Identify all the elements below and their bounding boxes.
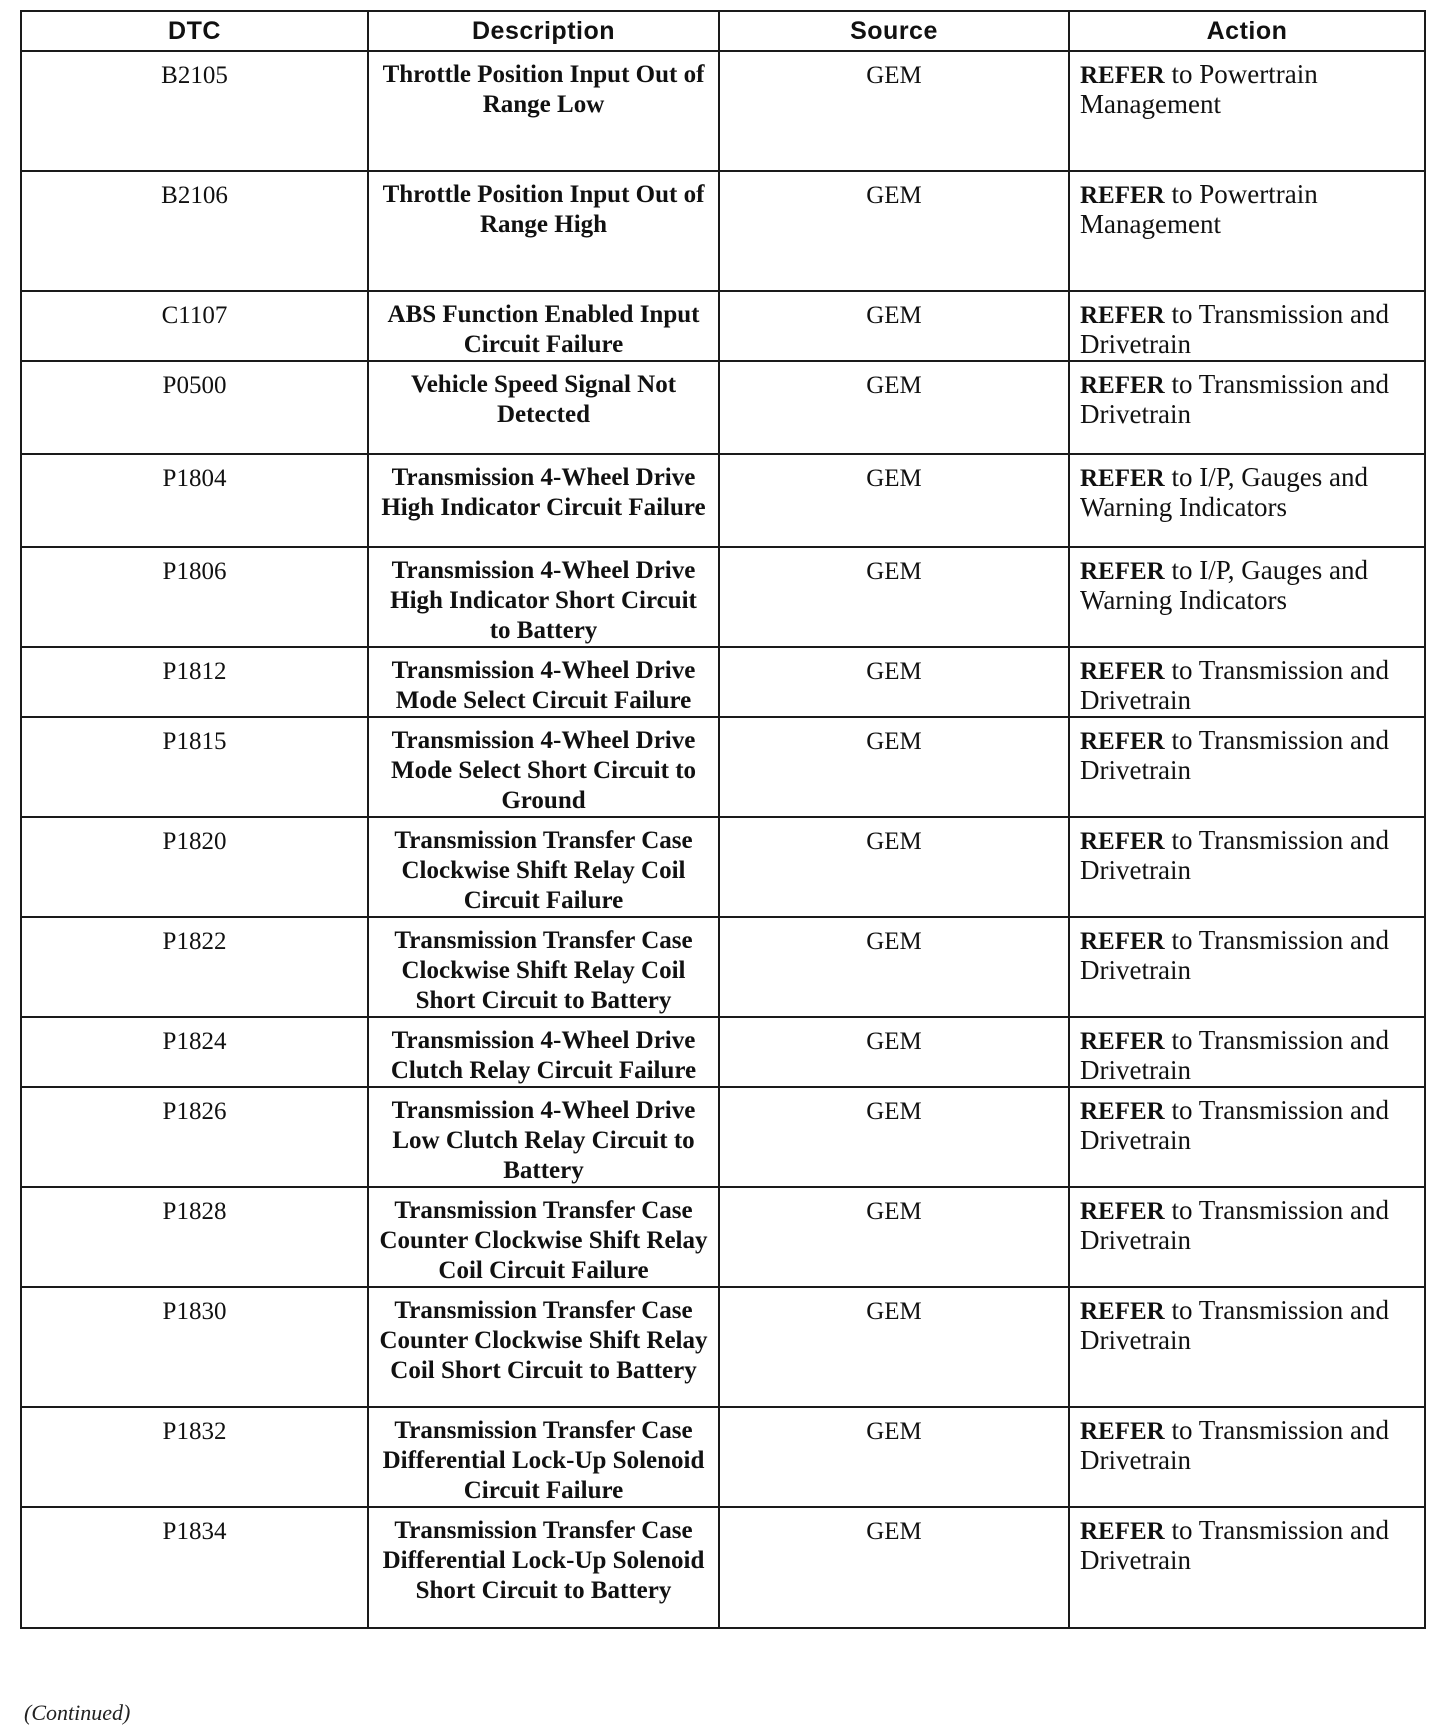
dtc-description-cell <box>368 817 719 917</box>
dtc-description-cell <box>368 1287 719 1407</box>
action-text: to Transmission and Drivetrain <box>1080 1415 1390 1475</box>
dtc-action-cell <box>1069 1017 1425 1087</box>
dtc-source: GEM <box>866 1198 922 1225</box>
table-row <box>21 454 1425 547</box>
dtc-code: P1812 <box>162 658 227 685</box>
table-row <box>21 817 1425 917</box>
dtc-action <box>1070 1088 1424 1154</box>
dtc-action <box>1070 918 1424 984</box>
action-keyword: REFER <box>1080 828 1165 855</box>
action-keyword: REFER <box>1080 1028 1165 1055</box>
action-keyword: REFER <box>1080 1518 1165 1545</box>
dtc-source: GEM <box>866 465 922 492</box>
dtc-source: GEM <box>866 62 922 89</box>
dtc-action <box>1070 362 1424 428</box>
dtc-action-cell <box>1069 547 1425 647</box>
header-action: Action <box>1069 11 1425 51</box>
dtc-description: Transmission 4-Wheel Drive Clutch Relay Circuit Failure <box>390 1027 697 1084</box>
dtc-source: GEM <box>866 302 922 329</box>
dtc-code: P1824 <box>162 1028 227 1055</box>
dtc-code: P1822 <box>162 928 227 955</box>
dtc-description-cell <box>368 1017 719 1087</box>
header-row <box>21 11 1425 51</box>
action-keyword: REFER <box>1080 558 1165 585</box>
dtc-description: Throttle Position Input Out of Range High <box>382 181 705 238</box>
action-text: to Transmission and Drivetrain <box>1080 369 1390 429</box>
dtc-action <box>1070 818 1424 884</box>
dtc-source: GEM <box>866 928 922 955</box>
table-row <box>21 1087 1425 1187</box>
dtc-source-cell <box>719 51 1069 171</box>
dtc-source: GEM <box>866 1028 922 1055</box>
action-keyword: REFER <box>1080 465 1165 492</box>
action-text: to Transmission and Drivetrain <box>1080 1195 1390 1255</box>
dtc-code: P1828 <box>162 1198 227 1225</box>
dtc-action-cell <box>1069 717 1425 817</box>
dtc-source: GEM <box>866 1418 922 1445</box>
dtc-action <box>1070 548 1424 614</box>
table-row <box>21 717 1425 817</box>
dtc-source-cell <box>719 1087 1069 1187</box>
dtc-code-cell <box>21 1407 368 1507</box>
table-row <box>21 171 1425 291</box>
dtc-code: B2105 <box>161 62 228 89</box>
action-text: to Transmission and Drivetrain <box>1080 1095 1390 1155</box>
dtc-table <box>20 10 1426 1629</box>
action-text: to Transmission and Drivetrain <box>1080 825 1390 885</box>
action-keyword: REFER <box>1080 1098 1165 1125</box>
header-description: Description <box>368 11 719 51</box>
table-row <box>21 291 1425 361</box>
dtc-action <box>1070 52 1424 118</box>
dtc-description-cell <box>368 454 719 547</box>
action-text: to I/P, Gauges and Warning Indicators <box>1080 555 1368 615</box>
table-row <box>21 51 1425 171</box>
dtc-description-cell <box>368 1187 719 1287</box>
dtc-action-cell <box>1069 647 1425 717</box>
action-keyword: REFER <box>1080 302 1165 329</box>
action-text: to Transmission and Drivetrain <box>1080 925 1390 985</box>
action-keyword: REFER <box>1080 372 1165 399</box>
dtc-action <box>1070 1188 1424 1254</box>
dtc-code: P1834 <box>162 1518 227 1545</box>
dtc-source-cell <box>719 1187 1069 1287</box>
dtc-action <box>1070 1508 1424 1574</box>
dtc-description: Transmission Transfer Case Differential Lock-Up Solenoid Short Circuit to Battery <box>382 1517 705 1604</box>
table-row <box>21 1017 1425 1087</box>
dtc-source: GEM <box>866 1518 922 1545</box>
dtc-source-cell <box>719 717 1069 817</box>
dtc-source-cell <box>719 1287 1069 1407</box>
table-row <box>21 1287 1425 1407</box>
action-keyword: REFER <box>1080 728 1165 755</box>
dtc-description-cell <box>368 547 719 647</box>
dtc-action-cell <box>1069 454 1425 547</box>
dtc-description: Transmission Transfer Case Differential Lock-Up Solenoid Circuit Failure <box>382 1417 705 1504</box>
dtc-source: GEM <box>866 828 922 855</box>
dtc-description: Transmission 4-Wheel Drive Low Clutch Relay Circuit to Battery <box>391 1097 696 1184</box>
table-row <box>21 547 1425 647</box>
dtc-action <box>1070 1408 1424 1474</box>
dtc-source-cell <box>719 361 1069 454</box>
dtc-source: GEM <box>866 1098 922 1125</box>
table-row <box>21 361 1425 454</box>
dtc-action-cell <box>1069 817 1425 917</box>
dtc-action <box>1070 718 1424 784</box>
action-text: to Transmission and Drivetrain <box>1080 1295 1390 1355</box>
dtc-description: Transmission 4-Wheel Drive Mode Select Circuit Failure <box>391 657 696 714</box>
dtc-description: Throttle Position Input Out of Range Low <box>382 61 705 118</box>
dtc-code-cell <box>21 717 368 817</box>
dtc-description-cell <box>368 1507 719 1628</box>
dtc-code: P1832 <box>162 1418 227 1445</box>
dtc-description-cell <box>368 647 719 717</box>
dtc-source: GEM <box>866 1298 922 1325</box>
table-row <box>21 1187 1425 1287</box>
dtc-code-cell <box>21 1017 368 1087</box>
dtc-action <box>1070 172 1424 238</box>
dtc-code: P1804 <box>162 465 227 492</box>
dtc-source-cell <box>719 291 1069 361</box>
dtc-description: Transmission Transfer Case Counter Clockwise Shift Relay Coil Circuit Failure <box>379 1197 708 1284</box>
dtc-action <box>1070 455 1424 521</box>
continued-note: (Continued) <box>24 1700 131 1725</box>
header-dtc: DTC <box>21 11 368 51</box>
dtc-description-cell <box>368 1407 719 1507</box>
dtc-description-cell <box>368 171 719 291</box>
action-text: to Transmission and Drivetrain <box>1080 655 1390 715</box>
action-keyword: REFER <box>1080 62 1165 89</box>
action-keyword: REFER <box>1080 928 1165 955</box>
dtc-code: C1107 <box>161 302 228 329</box>
action-keyword: REFER <box>1080 1198 1165 1225</box>
dtc-description-cell <box>368 917 719 1017</box>
dtc-action-cell <box>1069 1187 1425 1287</box>
dtc-description-cell <box>368 717 719 817</box>
dtc-description-cell <box>368 361 719 454</box>
action-text: to Powertrain Management <box>1080 59 1318 119</box>
dtc-source-cell <box>719 547 1069 647</box>
dtc-action-cell <box>1069 291 1425 361</box>
dtc-source-cell <box>719 454 1069 547</box>
dtc-code: P1815 <box>162 728 227 755</box>
action-text: to Transmission and Drivetrain <box>1080 1515 1390 1575</box>
dtc-source-cell <box>719 1407 1069 1507</box>
dtc-description: ABS Function Enabled Input Circuit Failure <box>387 301 700 358</box>
dtc-action-cell <box>1069 1087 1425 1187</box>
action-text: to Transmission and Drivetrain <box>1080 725 1390 785</box>
dtc-code-cell <box>21 361 368 454</box>
dtc-code-cell <box>21 1087 368 1187</box>
dtc-action-cell <box>1069 51 1425 171</box>
dtc-code: P1806 <box>162 558 227 585</box>
dtc-description-cell <box>368 291 719 361</box>
dtc-code-cell <box>21 454 368 547</box>
dtc-source-cell <box>719 817 1069 917</box>
dtc-action-cell <box>1069 1507 1425 1628</box>
dtc-action-cell <box>1069 1287 1425 1407</box>
dtc-action <box>1070 1288 1424 1354</box>
dtc-source: GEM <box>866 372 922 399</box>
dtc-code-cell <box>21 1507 368 1628</box>
dtc-code-cell <box>21 291 368 361</box>
action-keyword: REFER <box>1080 182 1165 209</box>
dtc-code-cell <box>21 817 368 917</box>
dtc-code: P0500 <box>162 372 227 399</box>
action-text: to Powertrain Management <box>1080 179 1318 239</box>
dtc-action-cell <box>1069 917 1425 1017</box>
dtc-description-cell <box>368 1087 719 1187</box>
dtc-description: Transmission 4-Wheel Drive Mode Select Short Circuit to Ground <box>390 727 697 814</box>
dtc-description: Vehicle Speed Signal Not Detected <box>410 371 677 428</box>
dtc-source-cell <box>719 1017 1069 1087</box>
dtc-code-cell <box>21 51 368 171</box>
dtc-source-cell <box>719 917 1069 1017</box>
action-text: to Transmission and Drivetrain <box>1080 1025 1390 1085</box>
dtc-action-cell <box>1069 361 1425 454</box>
dtc-action-cell <box>1069 171 1425 291</box>
dtc-source-cell <box>719 171 1069 291</box>
dtc-description: Transmission 4-Wheel Drive High Indicator Short Circuit to Battery <box>390 557 697 644</box>
table-row <box>21 1507 1425 1628</box>
dtc-description: Transmission 4-Wheel Drive High Indicator Circuit Failure <box>381 464 706 521</box>
table-row <box>21 1407 1425 1507</box>
dtc-source-cell <box>719 1507 1069 1628</box>
dtc-action <box>1070 292 1424 358</box>
dtc-code-cell <box>21 917 368 1017</box>
dtc-code: P1826 <box>162 1098 227 1125</box>
table-row <box>21 917 1425 1017</box>
action-keyword: REFER <box>1080 1418 1165 1445</box>
dtc-description: Transmission Transfer Case Counter Clockwise Shift Relay Coil Short Circuit to Battery <box>379 1297 708 1384</box>
dtc-description: Transmission Transfer Case Clockwise Shift Relay Coil Circuit Failure <box>394 827 693 914</box>
action-keyword: REFER <box>1080 658 1165 685</box>
dtc-action <box>1070 648 1424 714</box>
dtc-code-cell <box>21 1287 368 1407</box>
dtc-description: Transmission Transfer Case Clockwise Shift Relay Coil Short Circuit to Battery <box>394 927 693 1014</box>
dtc-code-cell <box>21 547 368 647</box>
table-row <box>21 647 1425 717</box>
table-body <box>21 51 1425 1628</box>
dtc-code-cell <box>21 171 368 291</box>
dtc-code-cell <box>21 1187 368 1287</box>
dtc-description-cell <box>368 51 719 171</box>
action-text: to Transmission and Drivetrain <box>1080 299 1390 359</box>
dtc-code-cell <box>21 647 368 717</box>
dtc-action <box>1070 1018 1424 1084</box>
dtc-code: P1820 <box>162 828 227 855</box>
dtc-source: GEM <box>866 728 922 755</box>
action-text: to I/P, Gauges and Warning Indicators <box>1080 462 1368 522</box>
header-source: Source <box>719 11 1069 51</box>
dtc-code: P1830 <box>162 1298 227 1325</box>
action-keyword: REFER <box>1080 1298 1165 1325</box>
dtc-source: GEM <box>866 558 922 585</box>
table-header <box>21 11 1425 51</box>
dtc-code: B2106 <box>161 182 228 209</box>
dtc-source: GEM <box>866 182 922 209</box>
dtc-source-cell <box>719 647 1069 717</box>
dtc-source: GEM <box>866 658 922 685</box>
dtc-action-cell <box>1069 1407 1425 1507</box>
